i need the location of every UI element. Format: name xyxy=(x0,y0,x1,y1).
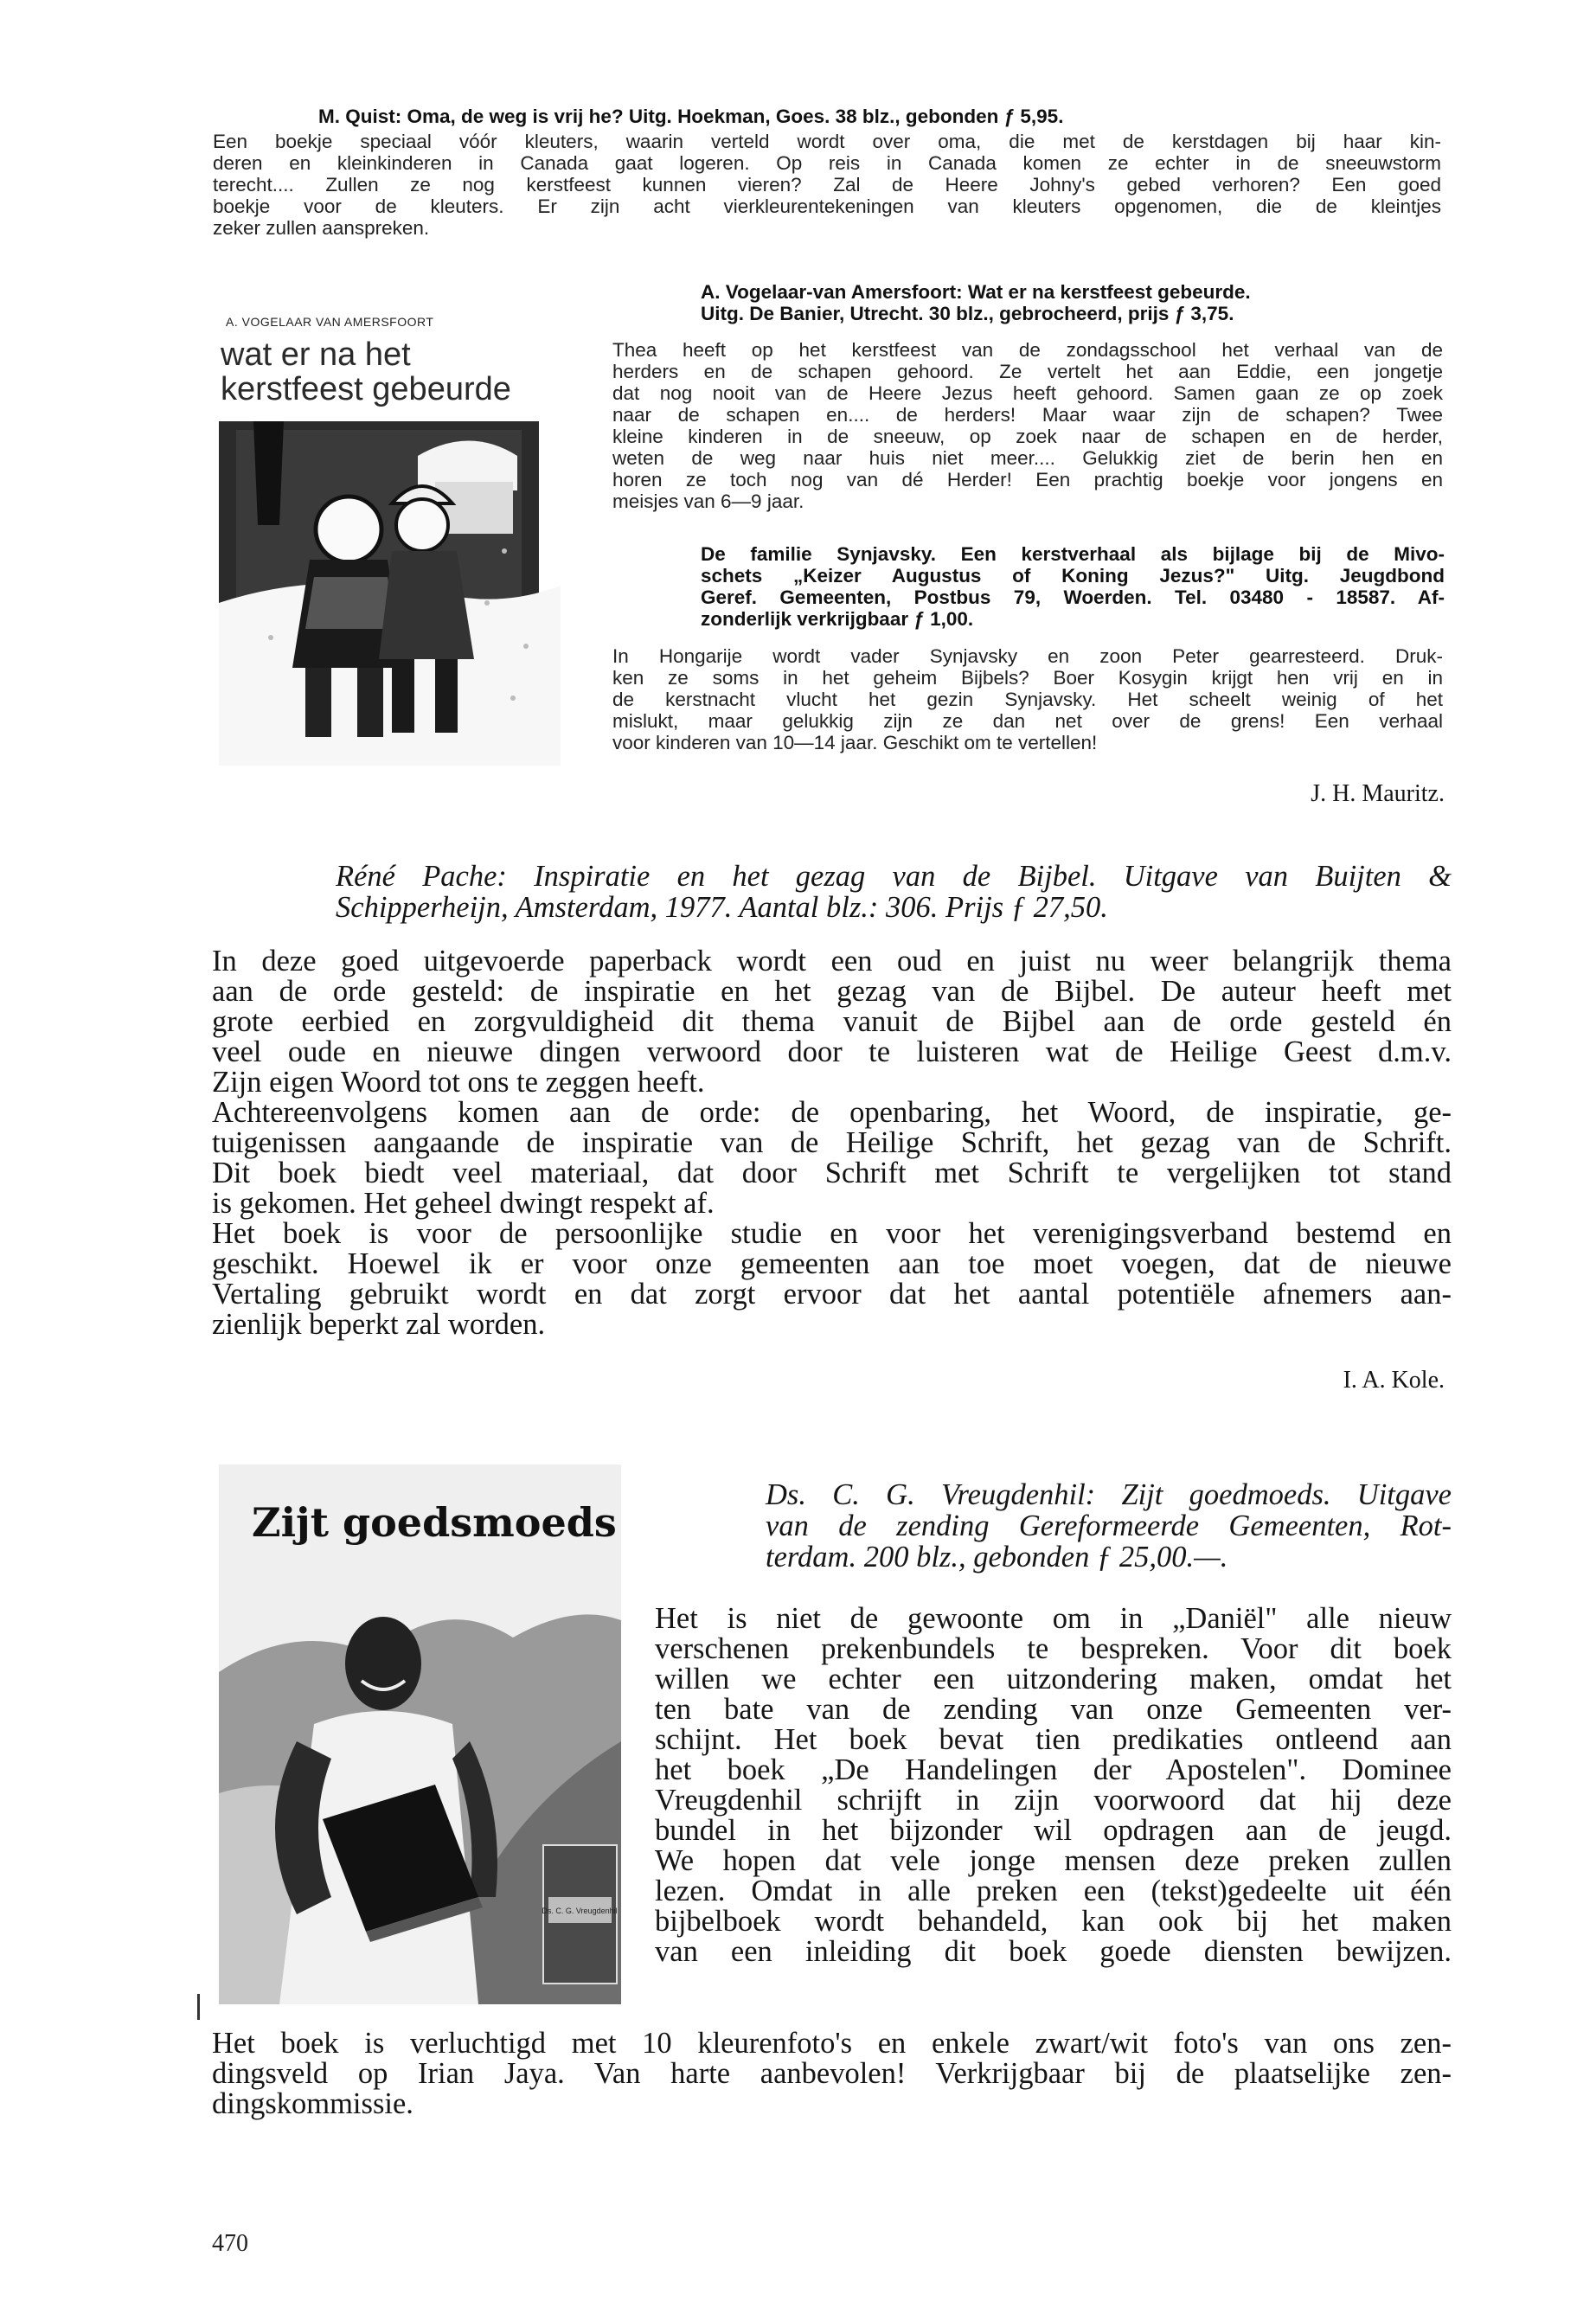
review-4-line: Zijn eigen Woord tot ons te zeggen heeft. xyxy=(212,1066,705,1099)
review-3-heading-line: schets „Keizer Augustus of Koning Jezus?" Uitg. Jeugdbond xyxy=(701,565,1445,586)
review-5-line: verschenen prekenbundels te bespreken. Voor dit boek xyxy=(655,1632,1452,1665)
review-3-line: ken ze soms in het geheim Bijbels? Boer Kosygin krijgt hen vrij en in xyxy=(612,667,1443,689)
cover-wat-er-na-het-kerstfeest xyxy=(219,304,561,766)
review-5-heading-line: terdam. 200 blz., gebonden ƒ 25,00.—. xyxy=(766,1541,1228,1574)
cover-1-author: A. VOGELAAR VAN AMERSFOORT xyxy=(226,315,434,329)
review-2-line: naar de schapen en.... de herders! Maar waar zijn de schapen? Twee xyxy=(612,404,1443,426)
review-5-line: Het is niet de gewoonte om in „Daniël" alle nieuw xyxy=(655,1602,1452,1635)
review-2-line: horen ze toch nog van dé Herder! Een prachtig boekje voor jongens en xyxy=(612,469,1443,490)
review-1-line: deren en kleinkinderen in Canada gaat logeren. Op reis in Canada komen ze echter in de sneeuwstorm xyxy=(213,152,1441,174)
review-4-line: tuigenissen aangaande de inspiratie van de Heilige Schrift, het gezag van de Schrift. xyxy=(212,1126,1452,1159)
review-1-line: boekje voor de kleuters. Er zijn acht vierkleurentekeningen van kleuters opgenomen, die de kleintjes xyxy=(213,195,1441,217)
review-5-line: Het boek is verluchtigd met 10 kleurenfoto's en enkele zwart/wit foto's van ons zen- xyxy=(212,2027,1452,2060)
scan-mark xyxy=(197,1994,215,2020)
review-2-line: herders en de schapen gehoord. Ze vertelt het aan Eddie, een jongetje xyxy=(612,361,1443,382)
review-2-line: Thea heeft op het kerstfeest van de zondagsschool het verhaal van de xyxy=(612,339,1443,361)
review-2-heading-line: Uitg. De Banier, Utrecht. 30 blz., gebrocheerd, prijs ƒ 3,75. xyxy=(701,303,1234,324)
review-4-line: grote eerbied en zorgvuldigheid dit thema vanuit de Bijbel aan de orde gesteld én xyxy=(212,1005,1452,1038)
review-2-heading-line: A. Vogelaar-van Amersfoort: Wat er na kerstfeest gebeurde. xyxy=(701,281,1251,303)
review-1-heading: M. Quist: Oma, de weg is vrij he? Uitg. Hoekman, Goes. 38 blz., gebonden ƒ 5,95. xyxy=(318,106,1064,127)
review-4-line: geschikt. Hoewel ik er voor onze gemeenten aan toe moet voegen, dat de nieuwe xyxy=(212,1247,1452,1280)
review-4-line: aan de orde gesteld: de inspiratie en het gezag van de Bijbel. De auteur heeft met xyxy=(212,975,1452,1008)
review-5-line: bijbelboek wordt behandeld, kan ook bij het maken xyxy=(655,1905,1452,1938)
review-3-heading xyxy=(701,543,1445,630)
review-3-line: mislukt, maar gelukkig zijn ze dan net over de grens! Een verhaal xyxy=(612,710,1443,732)
page-number: 470 xyxy=(212,2230,248,2257)
review-4-heading xyxy=(336,861,1452,923)
review-5-heading-line: van de zending Gereformeerde Gemeenten, Rot- xyxy=(766,1509,1452,1542)
review-5-line: dingsveld op Irian Jaya. Van harte aanbevolen! Verkrijgbaar bij de plaatselijke zen- xyxy=(212,2057,1452,2090)
review-5-line: lezen. Omdat in alle preken een (tekst)gedeelte uit één xyxy=(655,1875,1452,1907)
review-4-heading-line: Schipperheijn, Amsterdam, 1977. Aantal blz.: 306. Prijs ƒ 27,50. xyxy=(336,891,1108,924)
review-5-heading-line: Ds. C. G. Vreugdenhil: Zijt goedmoeds. Uitgave xyxy=(766,1478,1452,1511)
review-4-line: In deze goed uitgevoerde paperback wordt een oud en juist nu weer belangrijk thema xyxy=(212,945,1452,977)
review-4-signature: I. A. Kole. xyxy=(1343,1367,1445,1394)
review-1-body xyxy=(213,131,1441,239)
review-5-line: We hopen dat vele jonge mensen deze preken zullen xyxy=(655,1844,1452,1877)
review-3-signature: J. H. Mauritz. xyxy=(1311,780,1445,807)
review-5-line: het boek „De Handelingen der Apostelen". Dominee xyxy=(655,1753,1452,1786)
cover-2-photo xyxy=(219,1568,621,2004)
review-4-line: is gekomen. Het geheel dwingt respekt af. xyxy=(212,1187,715,1220)
review-4-heading-line: Réné Pache: Inspiratie en het gezag van de Bijbel. Uitgave van Buijten & xyxy=(336,860,1452,893)
review-4-line: Dit boek biedt veel materiaal, dat door Schrift met Schrift te vergelijken tot stand xyxy=(212,1157,1452,1189)
cover-2-book-label: Ds. C. G. Vreugdenhil xyxy=(542,1907,618,1915)
review-5-line: willen we echter een uitzondering maken, omdat het xyxy=(655,1663,1452,1695)
review-5-body-right xyxy=(655,1604,1452,1967)
review-3-body xyxy=(612,645,1443,753)
review-4-body xyxy=(212,946,1452,1340)
review-3-line: de kerstnacht vlucht het gezin Synjavsky. Het scheelt weinig of het xyxy=(612,689,1443,710)
review-4-line: veel oude en nieuwe dingen verwoord door te luisteren wat de Heilige Geest d.m.v. xyxy=(212,1035,1452,1068)
review-4-line: Achtereenvolgens komen aan de orde: de openbaring, het Woord, de inspiratie, ge- xyxy=(212,1096,1452,1129)
review-2-heading xyxy=(701,281,1445,324)
review-1-line: zeker zullen aanspreken. xyxy=(213,217,430,239)
review-5-line: bundel in het bijzonder wil opdragen aan de jeugd. xyxy=(655,1814,1452,1847)
review-5-body-full xyxy=(212,2029,1452,2119)
review-3-line: In Hongarije wordt vader Synjavsky en zoon Peter gearresteerd. Druk- xyxy=(612,645,1443,667)
cover-zijt-goedsmoeds xyxy=(219,1465,621,2004)
review-2-line: kleine kinderen in de sneeuw, op zoek naar de schapen en de herder, xyxy=(612,426,1443,447)
review-5-heading xyxy=(766,1479,1452,1573)
review-4-line: Het boek is voor de persoonlijke studie en voor het verenigingsverband bestemd en xyxy=(212,1217,1452,1250)
review-2-line: weten de weg naar huis niet meer.... Gelukkig ziet de berin hen en xyxy=(612,447,1443,469)
review-3-heading-line: De familie Synjavsky. Een kerstverhaal als bijlage bij de Mivo- xyxy=(701,543,1445,565)
review-2-body xyxy=(612,339,1443,512)
review-3-heading-line: zonderlijk verkrijgbaar ƒ 1,00. xyxy=(701,608,974,630)
review-5-line: van een inleiding dit boek goede diensten bewijzen. xyxy=(655,1935,1452,1968)
review-5-line: schijnt. Het boek bevat tien predikaties ontleend aan xyxy=(655,1723,1452,1756)
review-4-line: Vertaling gebruikt wordt en dat zorgt ervoor dat het aantal potentiële afnemers aan- xyxy=(212,1278,1452,1311)
review-2-line: meisjes van 6—9 jaar. xyxy=(612,490,804,512)
cover-1-illustration xyxy=(219,421,561,766)
review-3-heading-line: Geref. Gemeenten, Postbus 79, Woerden. Tel. 03480 - 18587. Af- xyxy=(701,586,1445,608)
review-5-line: dingskommissie. xyxy=(212,2087,413,2120)
review-5-line: ten bate van de zending van onze Gemeenten ver- xyxy=(655,1693,1452,1726)
review-4-line: zienlijk beperkt zal worden. xyxy=(212,1308,546,1341)
review-2-line: dat nog nooit van de Heere Jezus heeft gehoord. Samen gaan ze op zoek xyxy=(612,382,1443,404)
cover-1-title-line-2: kerstfeest gebeurde xyxy=(221,371,511,407)
cover-1-title-line-1: wat er na het xyxy=(221,336,411,373)
review-3-line: voor kinderen van 10—14 jaar. Geschikt om te vertellen! xyxy=(612,732,1098,753)
cover-2-title: Zijt goedsmoeds xyxy=(252,1499,617,1546)
review-1-line: terecht.... Zullen ze nog kerstfeest kunnen vieren? Zal de Heere Johny's gebed verhoren? Een goed xyxy=(213,174,1441,195)
review-5-line: Vreugdenhil schrijft in zijn voorwoord dat hij deze xyxy=(655,1784,1452,1817)
review-1-line: Een boekje speciaal vóór kleuters, waarin verteld wordt over oma, die met de kerstdagen bij haar kin- xyxy=(213,131,1441,152)
